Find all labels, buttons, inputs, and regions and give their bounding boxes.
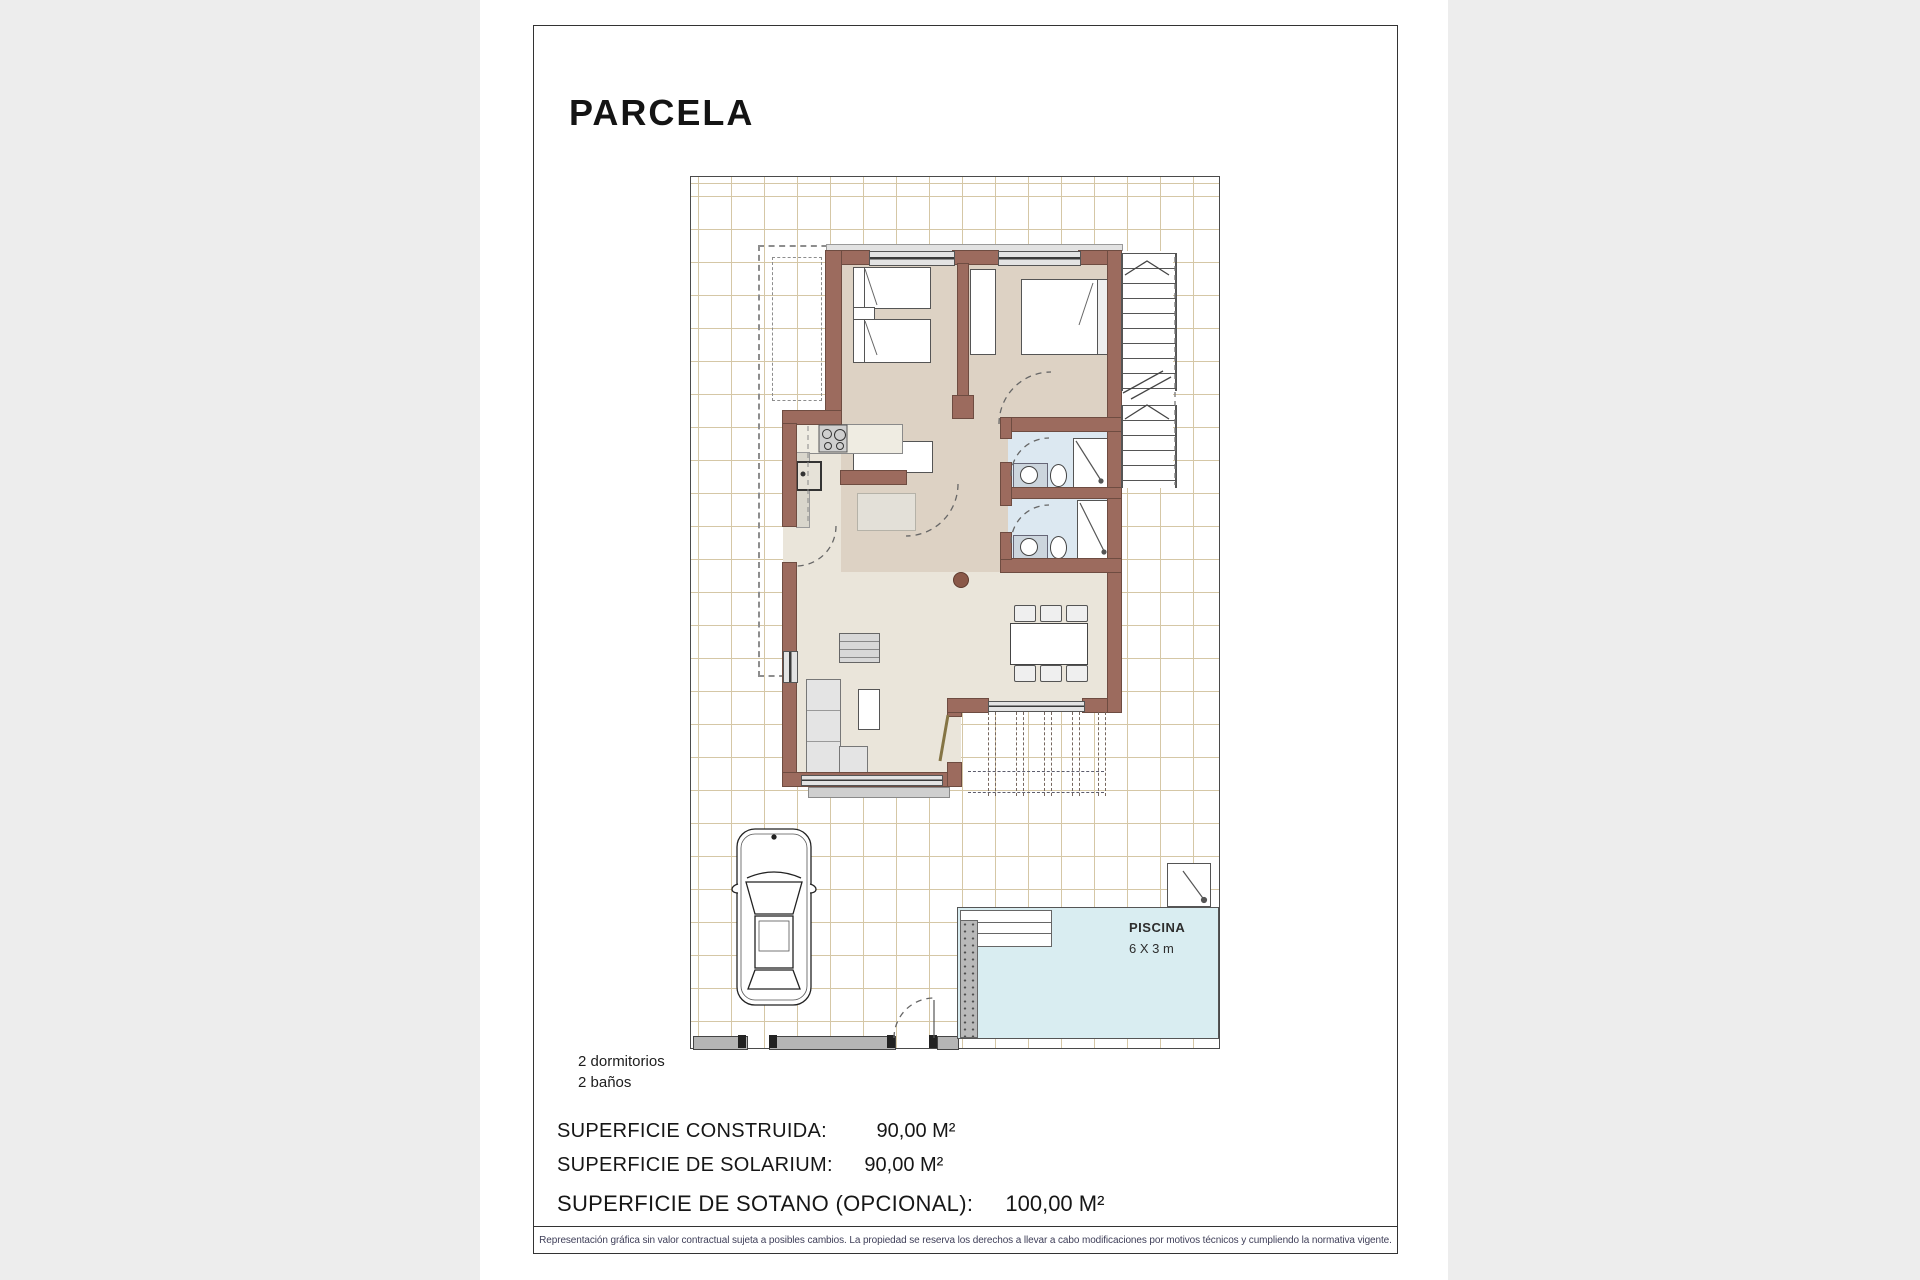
area-solarium [557,1154,943,1177]
boundary-post [769,1035,777,1048]
fireplace [953,572,969,588]
sofa [806,679,841,776]
boundary-post [887,1035,895,1048]
wall-south-dining-pillar [948,699,988,712]
pool-label: PISCINA [1129,920,1186,935]
area-solarium-label: SUPERFICIE DE SOLARIUM: [557,1154,833,1176]
single-bed-2 [853,319,931,363]
wall-bedroom1-south [841,471,906,484]
dining-chair [1040,665,1062,682]
wall-kitchen-step [783,411,841,424]
pergola-edge [968,771,1104,793]
wall-bath-partition [1001,488,1121,498]
wall-bedroom-partition [958,264,968,411]
wall-bath-west [1001,418,1011,438]
wall-west-bedroom [826,251,841,411]
window-bedroom-1 [869,251,955,266]
boundary-post [738,1035,746,1048]
pool [957,907,1219,1039]
window-west-living [783,651,798,683]
feature-bedrooms: 2 dormitorios [578,1053,665,1070]
window-bedroom-2 [998,251,1081,266]
toilet-1 [1050,464,1067,487]
feature-list [578,1051,665,1093]
pool-dimensions: 6 X 3 m [1129,941,1174,956]
wall-bath2-south [1001,559,1121,572]
basement-outline-inner [772,257,822,401]
terrace-step [808,787,950,798]
kitchen-sink [796,461,822,491]
dining-chair [1066,605,1088,622]
outdoor-shower-box [1167,863,1211,907]
boundary-wall [937,1036,959,1050]
paper-sheet [480,0,1448,1280]
parcel-plot [690,176,1220,1049]
single-bed-1 [853,267,931,309]
washbasin-bowl-2 [1020,538,1038,556]
window-south-dining [988,701,1085,712]
disclaimer-bar [533,1226,1398,1254]
staircase-flight-lower [1121,405,1177,488]
staircase-flight-upper [1121,253,1177,391]
dining-chair [1014,605,1036,622]
coffee-table [858,689,880,730]
dining-table [1010,623,1088,665]
sofa-chaise [839,746,868,776]
wall-partition-cap [953,396,973,418]
dining-chair [1014,665,1036,682]
wall-bedroom2-south [1001,418,1121,431]
car [732,829,816,1005]
wall-north-pillar [953,251,998,264]
feature-bathrooms: 2 baños [578,1074,632,1091]
shower-1 [1073,438,1108,488]
pool-beach-entry [960,920,978,1038]
area-built-value: 90,00 M² [876,1120,956,1142]
area-basement-value: 100,00 M² [1005,1191,1105,1216]
area-basement [557,1191,1104,1217]
area-basement-label: SUPERFICIE DE SOTANO (OPCIONAL): [557,1191,974,1216]
washbasin-bowl-1 [1020,466,1038,484]
dining-chair [1040,605,1062,622]
toilet-2 [1050,536,1067,559]
disclaimer-text: Representación gráfica sin valor contractual sujeta a posibles cambios. La propiedad se reserva los derechos a llevar a cabo modificaciones por motivos técnicos y cumpliendo la normativa vigente. [539,1234,1392,1246]
wall-east [1108,251,1121,712]
area-built-label: SUPERFICIE CONSTRUIDA: [557,1120,827,1142]
kitchen-counter [796,424,903,454]
boundary-post [929,1035,937,1048]
dining-chair [1066,665,1088,682]
wall-entry-jamb [948,763,961,786]
window-south-living [801,775,943,786]
shower-2 [1077,500,1111,559]
wardrobe [970,269,996,355]
wall-bath-west [1001,533,1011,559]
area-solarium-value: 90,00 M² [864,1154,944,1176]
wall-west-kitchen [783,424,796,526]
tv-unit [839,633,880,663]
rug [857,493,916,531]
area-built [557,1120,955,1143]
page-title: PARCELA [569,92,755,133]
boundary-wall [769,1036,896,1050]
double-bed [1021,279,1099,355]
wall-bath-west [1001,463,1011,505]
